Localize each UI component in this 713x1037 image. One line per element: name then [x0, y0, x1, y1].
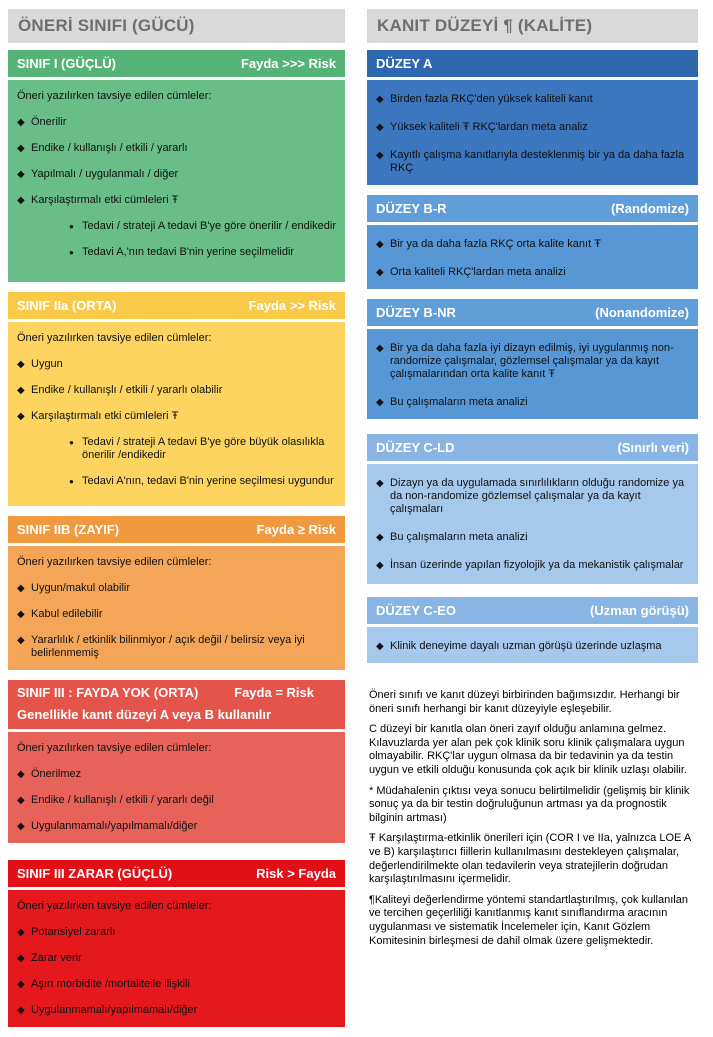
level-bnr-section [367, 299, 698, 419]
circle-bullet-icon: ● [69, 248, 74, 257]
bullet-item [17, 1004, 336, 1017]
bullet-item [17, 384, 336, 397]
sub-bullet-text: Tedavi A,'nın tedavi B'nin yerine seçilmelidir [82, 246, 295, 258]
section-label: DÜZEY B-NR [376, 305, 456, 320]
diamond-bullet-icon: ◆ [376, 239, 384, 250]
bullet-item [17, 952, 336, 965]
class-i-header [8, 50, 345, 77]
diamond-bullet-icon: ◆ [376, 560, 384, 571]
bullet-item [376, 477, 689, 516]
section-label: DÜZEY C-LD [376, 440, 455, 455]
class-iii-no-benefit-header [8, 680, 345, 729]
diamond-bullet-icon: ◆ [17, 169, 25, 180]
bullet-text: Yüksek kaliteli Ŧ RKÇ'lardan meta analiz [390, 121, 588, 133]
bullet-text: Endike / kullanışlı / etkili / yararlı olabilir [31, 384, 223, 396]
bullet-text: Bir ya da daha fazla iyi dizayn edilmiş, iyi uygulanmış non-randomize çalışmalar, gözlemsel çalışmalar ya da kayıt çalışmalarından orta kalite kanıt Ŧ [390, 342, 674, 380]
level-cld-header [367, 434, 698, 461]
diamond-bullet-icon: ◆ [17, 195, 25, 206]
benefit-risk-label: Fayda ≥ Risk [256, 522, 336, 537]
class-iia-header [8, 292, 345, 319]
level-ceo-body [367, 627, 698, 663]
section-label: SINIF III ZARAR (GÜÇLÜ) [17, 866, 173, 881]
bullet-text: Karşılaştırmalı etki cümleleri Ŧ [31, 410, 179, 422]
section-label: SINIF IIa (ORTA) [17, 298, 117, 313]
diamond-bullet-icon: ◆ [17, 953, 25, 964]
bullet-item [376, 396, 689, 409]
bullet-item [17, 608, 336, 621]
bullet-text: Uygulanmamalı/yapılmamalı/diğer [31, 1004, 198, 1016]
diamond-bullet-icon: ◆ [17, 769, 25, 780]
bullet-text: Klinik deneyime dayalı uzman görüşü üzerinde uzlaşma [390, 640, 662, 652]
bullet-text: Önerilmez [31, 768, 82, 780]
recommendation-class-column [8, 9, 345, 1037]
diamond-bullet-icon: ◆ [17, 979, 25, 990]
level-ceo-header [367, 597, 698, 624]
sub-bullet-item [69, 475, 336, 488]
level-bnr-body [367, 329, 698, 419]
section-label: DÜZEY B-R [376, 201, 447, 216]
intro-text: Öneri yazılırken tavsiye edilen cümleler: [17, 90, 212, 102]
bullet-item [17, 582, 336, 595]
bullet-item [17, 358, 336, 371]
diamond-bullet-icon: ◆ [17, 795, 25, 806]
diamond-bullet-icon: ◆ [17, 635, 25, 646]
section-tag: (Sınırlı veri) [617, 440, 689, 455]
bullet-text: Yararlılık / etkinlik bilinmiyor / açık değil / belirsiz veya iyi belirlenmemiş [31, 634, 305, 659]
level-br-section [367, 195, 698, 289]
bullet-text: Bu çalışmaların meta analizi [390, 531, 528, 543]
bullet-text: Dizayn ya da uygulamada sınırlılıkların olduğu randomize ya da non-randomize gözlemsel çalışmalar ya da kayıt çalışmaları [390, 477, 685, 515]
diamond-bullet-icon: ◆ [17, 359, 25, 370]
diamond-bullet-icon: ◆ [376, 267, 384, 278]
diamond-bullet-icon: ◆ [376, 343, 384, 354]
section-subtitle: Genellikle kanıt düzeyi A veya B kullanılır [17, 707, 272, 722]
diamond-bullet-icon: ◆ [17, 143, 25, 154]
diamond-bullet-icon: ◆ [17, 821, 25, 832]
bullet-item [376, 121, 689, 134]
bullet-item [376, 266, 689, 279]
evidence-level-column [367, 9, 698, 955]
bullet-text: Uygulanmamalı/yapılmamalı/diğer [31, 820, 198, 832]
bullet-text: İnsan üzerinde yapılan fizyolojik ya da mekanistik çalışmalar [390, 559, 684, 571]
section-label: DÜZEY A [376, 56, 433, 71]
class-iii-harm-header [8, 860, 345, 887]
bullet-text: Kabul edilebilir [31, 608, 103, 620]
circle-bullet-icon: ● [69, 438, 74, 447]
bullet-text: Orta kaliteli RKÇ'lardan meta analizi [390, 266, 566, 278]
class-iii-no-benefit-body [8, 732, 345, 843]
benefit-risk-label: Fayda >> Risk [248, 298, 336, 313]
section-label: SINIF IIB (ZAYIF) [17, 522, 120, 537]
footnote-paragraph: Ŧ Karşılaştırma-etkinlik önerileri için (COR I ve IIa, yalnızca LOE A ve B) karşılaştırıcı fiillerin kullanılmasını destekleyen çalışmalar, değerlendirilmekte olan tedavilerin veya stratejilerin doğrudan karşılaştırılmasını içermelidir. [369, 832, 691, 886]
section-tag: (Nonandomize) [595, 305, 689, 320]
level-cld-body [367, 464, 698, 584]
sub-bullet-item [69, 220, 336, 233]
bullet-text: Bu çalışmaların meta analizi [390, 396, 528, 408]
sub-bullet-text: Tedavi / strateji A tedavi B'ye göre büyük olasılıkla önerilir /endikedir [82, 436, 325, 461]
bullet-item [376, 531, 689, 544]
bullet-text: Uygun/makul olabilir [31, 582, 131, 594]
section-label: SINIF I (GÜÇLÜ) [17, 56, 116, 71]
bullet-item [17, 142, 336, 155]
intro-text: Öneri yazılırken tavsiye edilen cümleler: [17, 332, 212, 344]
diamond-bullet-icon: ◆ [376, 150, 384, 161]
diamond-bullet-icon: ◆ [17, 583, 25, 594]
class-i-section [8, 50, 345, 282]
bullet-text: Yapılmalı / uygulanmalı / diğer [31, 168, 179, 180]
section-label: DÜZEY C-EO [376, 603, 456, 618]
diamond-bullet-icon: ◆ [17, 609, 25, 620]
footnotes [367, 689, 698, 948]
bullet-item [376, 93, 689, 106]
circle-bullet-icon: ● [69, 477, 74, 486]
level-a-section [367, 50, 698, 185]
level-ceo-section [367, 597, 698, 663]
bullet-item [376, 238, 689, 251]
bullet-text: Aşırı morbidite /mortaliteile ilişkili [31, 978, 190, 990]
bullet-item [376, 559, 689, 572]
circle-bullet-icon: ● [69, 222, 74, 231]
class-iia-body [8, 322, 345, 506]
bullet-text: Birden fazla RKÇ'den yüksek kaliteli kanıt [390, 93, 593, 105]
footnote-paragraph: C düzeyi bir kanıtla olan öneri zayıf olduğu anlamına gelmez. Kılavuzlarda yer alan pek çok klinik soru klinik çalışmalara uygun olmayabilir. RKÇ'lar uygun olmasa da bir tedavinin ya da testin uygun ve etkili olduğu konusunda çok açık bir klinik uzlaşı olabilir. [369, 723, 687, 776]
diamond-bullet-icon: ◆ [17, 1005, 25, 1016]
intro-text: Öneri yazılırken tavsiye edilen cümleler: [17, 742, 212, 754]
bullet-text: Bir ya da daha fazla RKÇ orta kalite kanıt Ŧ [390, 238, 601, 250]
bullet-text: Uygun [31, 358, 63, 370]
sub-bullet-item [69, 246, 336, 259]
intro-text: Öneri yazılırken tavsiye edilen cümleler: [17, 900, 212, 912]
diamond-bullet-icon: ◆ [376, 397, 384, 408]
level-a-header [367, 50, 698, 77]
sub-bullet-text: Tedavi A'nın, tedavi B'nin yerine seçilmesi uygundur [82, 475, 334, 487]
bullet-item [17, 926, 336, 939]
level-a-body [367, 80, 698, 185]
footnote-paragraph: Öneri sınıfı ve kanıt düzeyi birbirinden bağımsızdır. Herhangi bir öneri sınıfı herhangi bir kanıt düzeyiyle eşleşebilir. [369, 689, 680, 715]
bullet-item [17, 794, 336, 807]
bullet-item [17, 820, 336, 833]
diamond-bullet-icon: ◆ [376, 478, 384, 489]
bullet-text: Kayıtlı çalışma kanıtlarıyla desteklenmiş bir ya da daha fazla RKÇ [390, 149, 685, 174]
class-iib-header [8, 516, 345, 543]
diamond-bullet-icon: ◆ [376, 641, 384, 652]
bullet-item [17, 978, 336, 991]
section-tag: (Randomize) [611, 201, 689, 216]
section-label: SINIF III : FAYDA YOK (ORTA) [17, 685, 199, 700]
class-iib-section [8, 516, 345, 670]
diamond-bullet-icon: ◆ [17, 385, 25, 396]
bullet-item [17, 168, 336, 181]
level-br-body [367, 225, 698, 289]
class-iii-harm-body [8, 890, 345, 1027]
footnote-paragraph: ¶Kaliteyi değerlendirme yöntemi standartlaştırılmış, çok kullanılan ve tercihen geçerliliği kanıtlanmış kanıt sınıflandırma aracının uygulanması ve sistematik İncelemeler için, Kanıt Gözlem Komitesinin birleşmesi de dahil olmak üzere gelişmektedir. [369, 893, 688, 947]
class-iii-no-benefit-section [8, 680, 345, 843]
bullet-text: Endike / kullanışlı / etkili / yararlı değil [31, 794, 214, 806]
left-column-title: ÖNERİ SINIFI (GÜCÜ) [8, 9, 345, 43]
diamond-bullet-icon: ◆ [376, 94, 384, 105]
diamond-bullet-icon: ◆ [376, 122, 384, 133]
section-tag: (Uzman görüşü) [590, 603, 689, 618]
benefit-risk-label: Fayda >>> Risk [240, 56, 336, 71]
bullet-item [376, 640, 689, 653]
diamond-bullet-icon: ◆ [17, 927, 25, 938]
diamond-bullet-icon: ◆ [17, 117, 25, 128]
class-iia-section [8, 292, 345, 506]
bullet-item [17, 768, 336, 781]
level-bnr-header [367, 299, 698, 326]
bullet-text: Önerilir [31, 116, 67, 128]
bullet-text: Potansiyel zararlı [31, 926, 116, 938]
bullet-item [17, 634, 336, 660]
benefit-risk-label: Risk > Fayda [256, 866, 336, 881]
class-i-body [8, 80, 345, 282]
class-iib-body [8, 546, 345, 670]
right-column-title: KANIT DÜZEYİ ¶ (KALİTE) [367, 9, 698, 43]
benefit-risk-label: Fayda = Risk [234, 685, 314, 700]
level-br-header [367, 195, 698, 222]
footnote-paragraph: * Müdahalenin çıktısı veya sonucu belirtilmelidir (gelişmiş bir klinik sonuç ya da bir testin doğruluğunun artması ya da prognostik bilginin artması) [369, 784, 690, 824]
diamond-bullet-icon: ◆ [376, 532, 384, 543]
intro-text: Öneri yazılırken tavsiye edilen cümleler: [17, 556, 212, 568]
level-cld-section [367, 434, 698, 584]
bullet-item [17, 194, 336, 207]
bullet-item [376, 149, 689, 175]
bullet-text: Endike / kullanışlı / etkili / yararlı [31, 142, 188, 154]
bullet-text: Karşılaştırmalı etki cümleleri Ŧ [31, 194, 179, 206]
sub-bullet-text: Tedavi / strateji A tedavi B'ye göre önerilir / endikedir [82, 220, 337, 232]
bullet-item [17, 410, 336, 423]
diamond-bullet-icon: ◆ [17, 411, 25, 422]
sub-bullet-item [69, 436, 336, 462]
bullet-text: Zarar verir [31, 952, 82, 964]
bullet-item [17, 116, 336, 129]
class-iii-harm-section [8, 860, 345, 1027]
bullet-item [376, 342, 689, 381]
